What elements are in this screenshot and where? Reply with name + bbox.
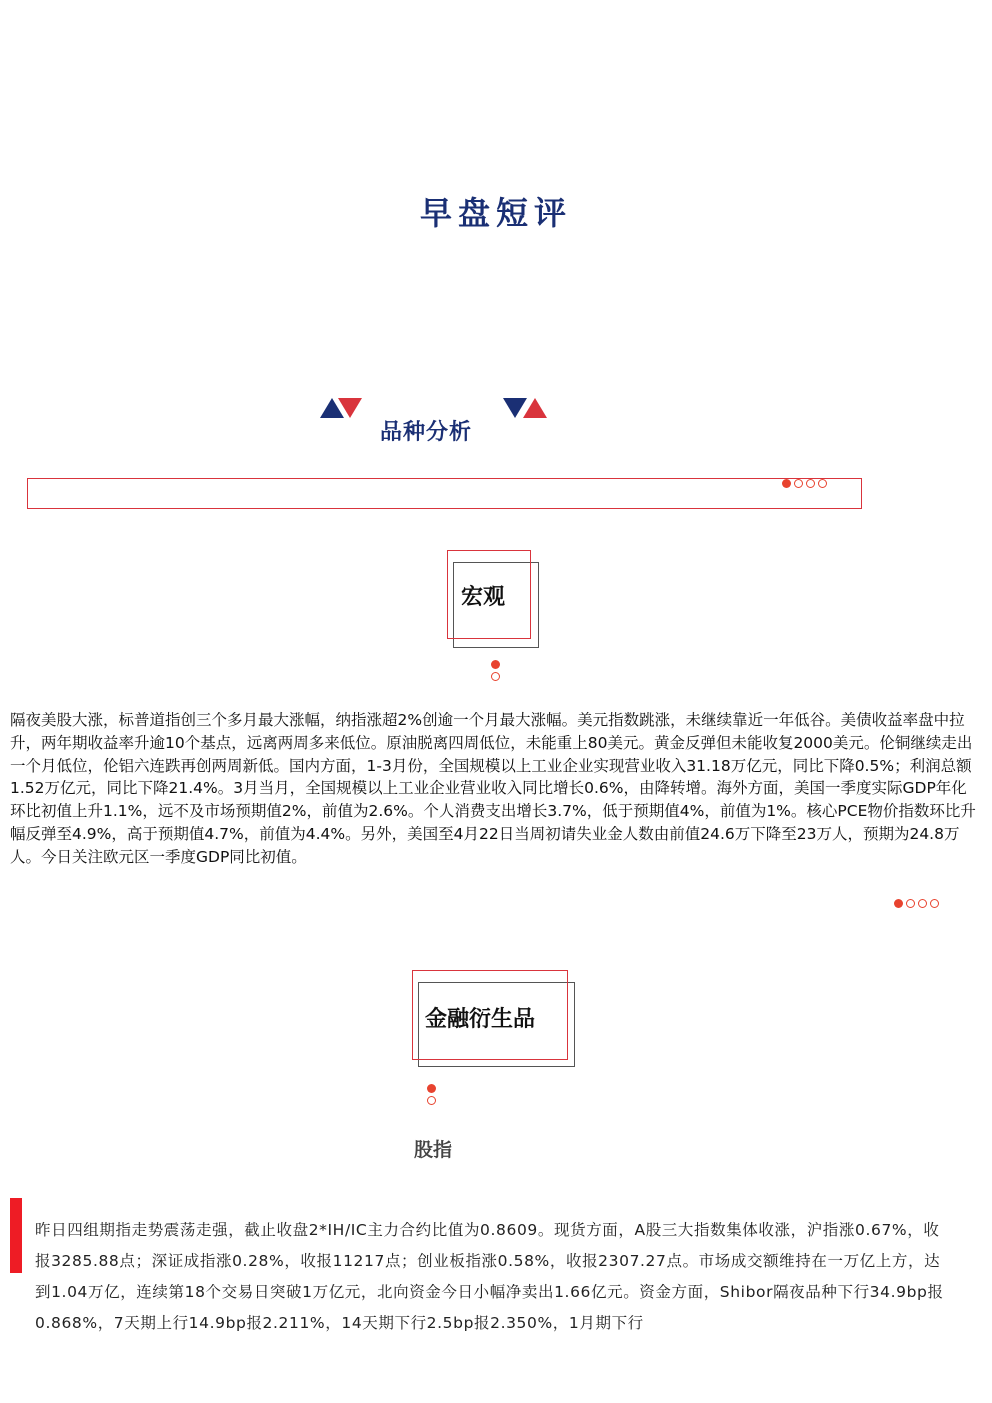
dot-filled-icon xyxy=(894,899,903,908)
derivatives-label: 金融衍生品 xyxy=(425,1007,536,1032)
dot-ring-icon xyxy=(906,899,915,908)
section-banner xyxy=(27,478,862,509)
macro-label: 宏观 xyxy=(461,585,506,610)
dot-ring-icon xyxy=(794,479,803,488)
section-heading: 品种分析 xyxy=(380,420,473,445)
banner-dots-icon xyxy=(782,479,827,488)
triangle-decoration-left xyxy=(320,398,362,418)
derivatives-vertical-dots-icon xyxy=(427,1084,436,1105)
derivatives-paragraph: 昨日四组期指走势震荡走强，截止收盘2*IH/IC主力合约比值为0.8609。现货方面，A股三大指数集体收涨，沪指涨0.67%，收报3285.88点；深证成指涨0.28%，收报11217点；创业板指涨0.58%，收报2307.27点。市场成交额维持在一万亿上方，达到1.04万亿，连续第18个交易日突破1万亿元，北向资金今日小幅净卖出1.66亿元。资金方面，Shibor隔夜品种下行34.9bp报0.868%，7天期上行14.9bp报2.211%，14天期下行2.5bp报2.350%，1月期下行 xyxy=(35,1221,944,1332)
page-title: 早盘短评 xyxy=(419,194,572,232)
dot-ring-icon xyxy=(930,899,939,908)
dot-filled-icon xyxy=(427,1084,436,1093)
stock-index-heading: 股指 xyxy=(414,1139,453,1161)
triangle-decoration-right xyxy=(503,398,547,418)
macro-vertical-dots-icon xyxy=(491,660,500,681)
macro-end-dots-icon xyxy=(894,899,939,908)
dot-filled-icon xyxy=(782,479,791,488)
dot-ring-icon xyxy=(491,672,500,681)
dot-ring-icon xyxy=(427,1096,436,1105)
dot-ring-icon xyxy=(806,479,815,488)
dot-filled-icon xyxy=(491,660,500,669)
dot-ring-icon xyxy=(818,479,827,488)
macro-paragraph: 隔夜美股大涨，标普道指创三个多月最大涨幅，纳指涨超2%创逾一个月最大涨幅。美元指数跳涨，未继续靠近一年低谷。美债收益率盘中拉升，两年期收益率升逾10个基点，远离两周多来低位。原油脱离四周低位，未能重上80美元。黄金反弹但未能收复2000美元。伦铜继续走出一个月低位，伦铝六连跌再创两周新低。国内方面，1-3月份，全国规模以上工业企业实现营业收入31.18万亿元，同比下降0.5%；利润总额1.52万亿元，同比下降21.4%。3月当月，全国规模以上工业企业营业收入同比增长0.6%，由降转增。海外方面，美国一季度实际GDP年化环比初值上升1.1%，远不及市场预期值2%，前值为2.6%。个人消费支出增长3.7%，低于预期值4%，前值为1%。核心PCE物价指数环比升幅反弹至4.9%，高于预期值4.7%，前值为4.4%。另外，美国至4月22日当周初请失业金人数由前值24.6万下降至23万人，预期为24.8万人。今日关注欧元区一季度GDP同比初值。 xyxy=(10,711,976,866)
dot-ring-icon xyxy=(918,899,927,908)
accent-bar xyxy=(10,1198,22,1273)
